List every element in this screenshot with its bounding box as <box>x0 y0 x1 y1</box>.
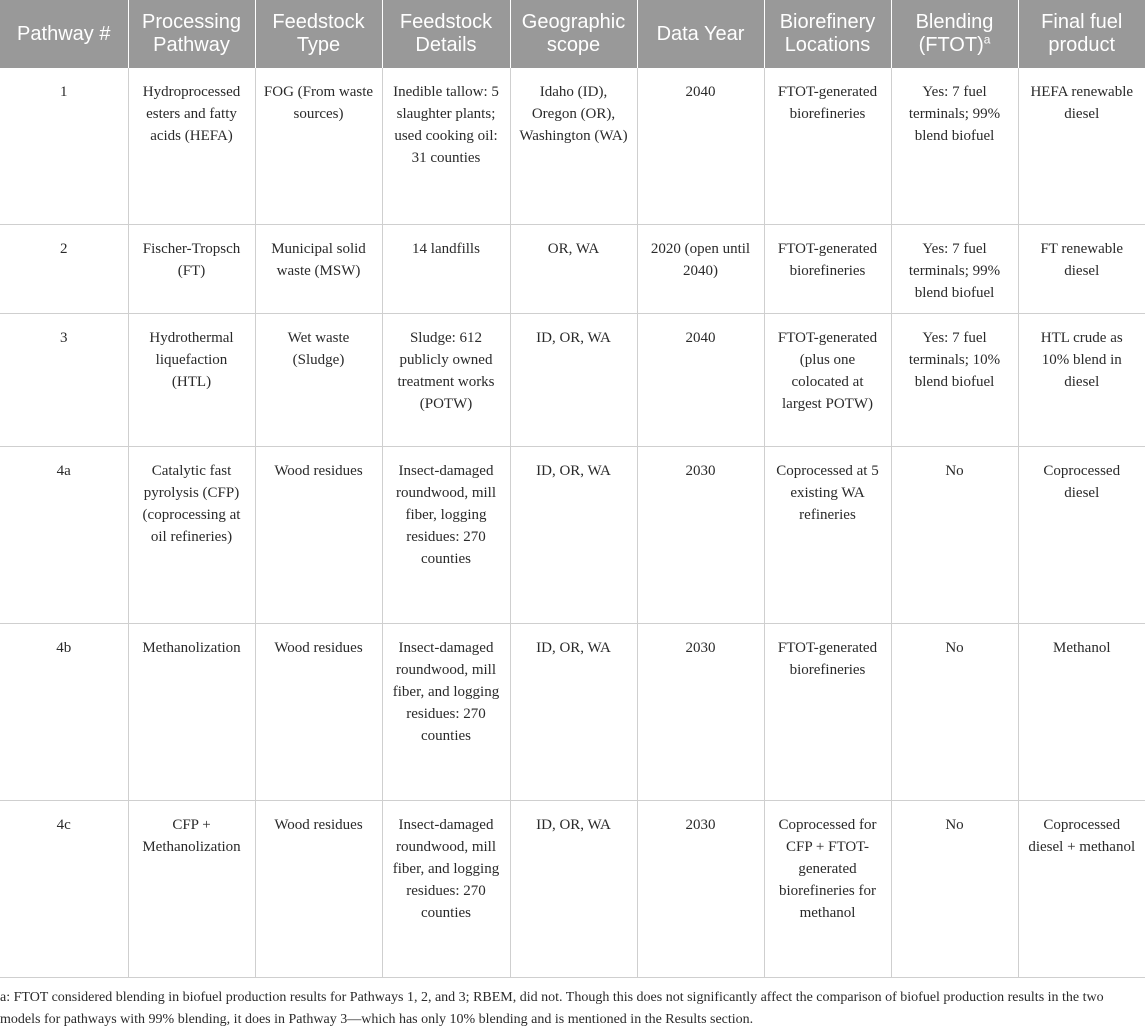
cell-blending: Yes: 7 fuel terminals; 10% blend biofuel <box>891 313 1018 446</box>
header-blending <box>891 0 1018 68</box>
cell-pathway: 4a <box>0 446 128 623</box>
table-footnote: a: FTOT considered blending in biofuel production results for Pathways 1, 2, and 3; RBEM, did not. Though this does not significantly affect the comparison of biofuel production results in the two models for pathways with 99% blending, it does in Pathway 3—which has only 10% blending and is mentioned in the Results section. <box>0 990 1104 1027</box>
header-pathway: Pathway # <box>0 0 128 68</box>
cell-geographic-scope: ID, OR, WA <box>510 623 637 800</box>
table-row <box>0 224 1145 313</box>
table-header <box>0 0 1145 68</box>
cell-pathway: 2 <box>0 224 128 313</box>
cell-data-year: 2030 <box>637 623 764 800</box>
cell-data-year: 2030 <box>637 446 764 623</box>
header-geographic-scope: Geographic scope <box>510 0 637 68</box>
cell-pathway: 3 <box>0 313 128 446</box>
table-row <box>0 68 1145 224</box>
cell-feedstock-type: Wood residues <box>255 446 382 623</box>
cell-geographic-scope: ID, OR, WA <box>510 446 637 623</box>
cell-biorefinery-locations: FTOT-generated biorefineries <box>764 623 891 800</box>
cell-biorefinery-locations: FTOT-generated biorefineries <box>764 68 891 224</box>
header-row <box>0 0 1145 68</box>
cell-blending: Yes: 7 fuel terminals; 99% blend biofuel <box>891 68 1018 224</box>
header-biorefinery-locations: Biorefinery Locations <box>764 0 891 68</box>
cell-feedstock-details: Insect-damaged roundwood, mill fiber, logging residues: 270 counties <box>382 446 510 623</box>
table-row <box>0 446 1145 623</box>
header-processing-pathway: Processing Pathway <box>128 0 255 68</box>
cell-final-fuel-product: FT renewable diesel <box>1018 224 1145 313</box>
footnote-marker: a <box>983 32 991 47</box>
cell-geographic-scope: ID, OR, WA <box>510 800 637 977</box>
cell-processing-pathway: Methanolization <box>128 623 255 800</box>
table-row <box>0 800 1145 977</box>
cell-blending: No <box>891 446 1018 623</box>
cell-feedstock-details: 14 landfills <box>382 224 510 313</box>
cell-feedstock-type: Wet waste (Sludge) <box>255 313 382 446</box>
cell-processing-pathway: Fischer-Tropsch (FT) <box>128 224 255 313</box>
cell-geographic-scope: Idaho (ID), Oregon (OR), Washington (WA) <box>510 68 637 224</box>
cell-data-year: 2030 <box>637 800 764 977</box>
cell-pathway: 4c <box>0 800 128 977</box>
header-feedstock-type: Feedstock Type <box>255 0 382 68</box>
header-feedstock-details: Feedstock Details <box>382 0 510 68</box>
cell-feedstock-details: Insect-damaged roundwood, mill fiber, and logging residues: 270 counties <box>382 623 510 800</box>
table-body <box>0 68 1145 977</box>
cell-blending: Yes: 7 fuel terminals; 99% blend biofuel <box>891 224 1018 313</box>
cell-feedstock-type: Wood residues <box>255 623 382 800</box>
cell-final-fuel-product: Methanol <box>1018 623 1145 800</box>
cell-data-year: 2040 <box>637 313 764 446</box>
table-row <box>0 623 1145 800</box>
cell-final-fuel-product: HTL crude as 10% blend in diesel <box>1018 313 1145 446</box>
cell-blending: No <box>891 800 1018 977</box>
cell-processing-pathway: CFP + Methanolization <box>128 800 255 977</box>
cell-biorefinery-locations: FTOT-generated biorefineries <box>764 224 891 313</box>
cell-processing-pathway: Catalytic fast pyrolysis (CFP) (coprocessing at oil refineries) <box>128 446 255 623</box>
header-blending-label: Blending (FTOT) <box>915 11 994 56</box>
header-data-year: Data Year <box>637 0 764 68</box>
cell-biorefinery-locations: FTOT-generated (plus one colocated at largest POTW) <box>764 313 891 446</box>
cell-feedstock-details: Inedible tallow: 5 slaughter plants; used cooking oil: 31 counties <box>382 68 510 224</box>
header-final-fuel-product: Final fuel product <box>1018 0 1145 68</box>
cell-blending: No <box>891 623 1018 800</box>
cell-feedstock-details: Insect-damaged roundwood, mill fiber, and logging residues: 270 counties <box>382 800 510 977</box>
cell-final-fuel-product: Coprocessed diesel <box>1018 446 1145 623</box>
cell-feedstock-type: Municipal solid waste (MSW) <box>255 224 382 313</box>
cell-pathway: 1 <box>0 68 128 224</box>
cell-geographic-scope: ID, OR, WA <box>510 313 637 446</box>
cell-processing-pathway: Hydrothermal liquefaction (HTL) <box>128 313 255 446</box>
cell-feedstock-type: FOG (From waste sources) <box>255 68 382 224</box>
cell-data-year: 2020 (open until 2040) <box>637 224 764 313</box>
cell-geographic-scope: OR, WA <box>510 224 637 313</box>
cell-biorefinery-locations: Coprocessed for CFP + FTOT-generated biorefineries for methanol <box>764 800 891 977</box>
cell-final-fuel-product: Coprocessed diesel + methanol <box>1018 800 1145 977</box>
cell-pathway: 4b <box>0 623 128 800</box>
cell-biorefinery-locations: Coprocessed at 5 existing WA refineries <box>764 446 891 623</box>
cell-feedstock-details: Sludge: 612 publicly owned treatment works (POTW) <box>382 313 510 446</box>
cell-processing-pathway: Hydroprocessed esters and fatty acids (HEFA) <box>128 68 255 224</box>
table-row <box>0 313 1145 446</box>
cell-final-fuel-product: HEFA renewable diesel <box>1018 68 1145 224</box>
cell-feedstock-type: Wood residues <box>255 800 382 977</box>
cell-data-year: 2040 <box>637 68 764 224</box>
